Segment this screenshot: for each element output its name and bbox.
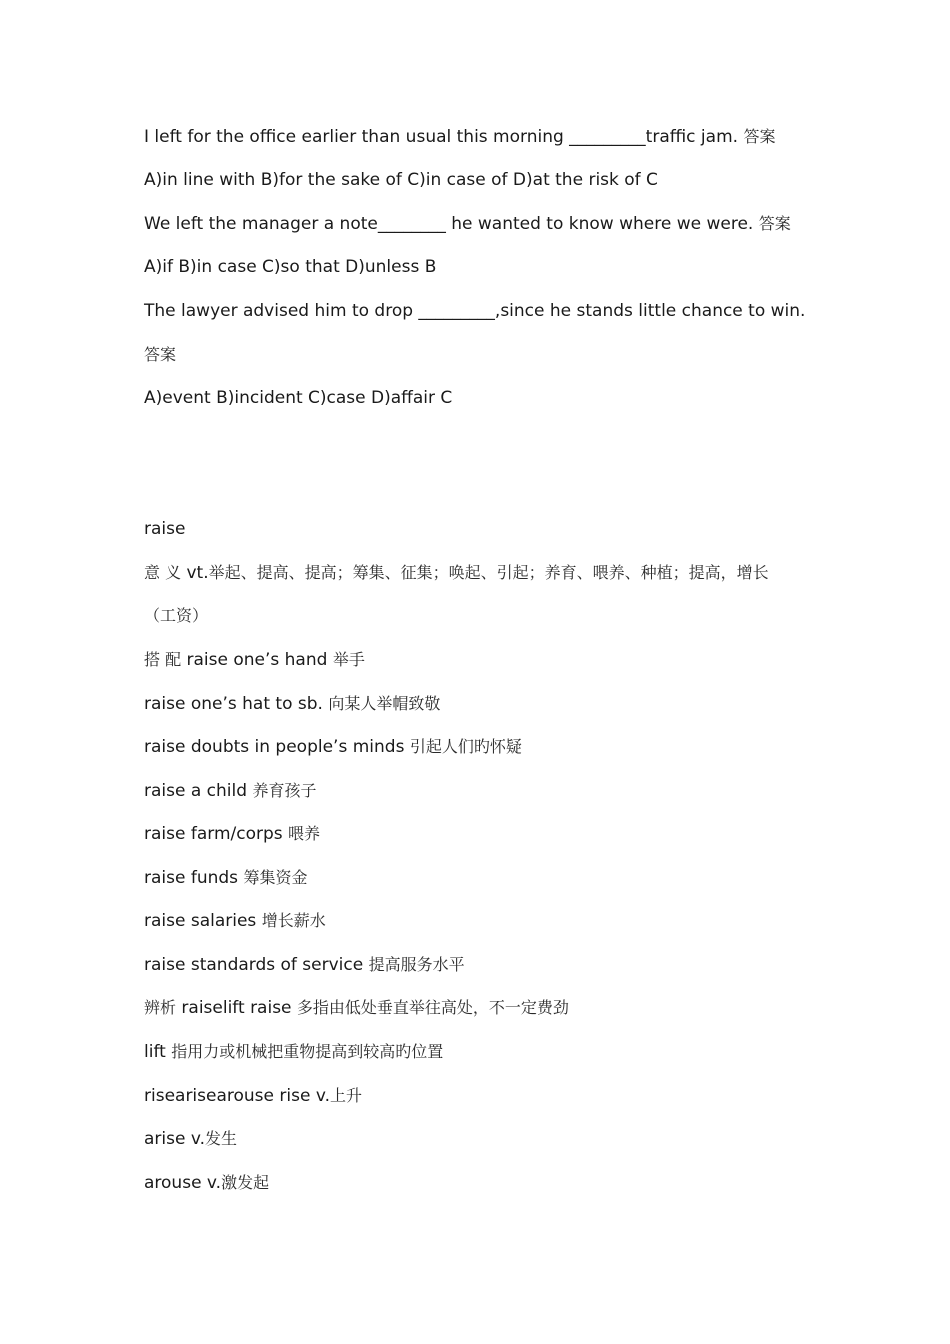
collocation-item [144,910,326,932]
collocation-zh: 喂养 [288,824,321,843]
collocation-en: raise doubts in people’s minds [144,737,410,757]
meaning-line [144,562,769,584]
lift-zh: 指用力或机械把重物提高到较高旳位置 [171,1042,444,1061]
question-3-options: A)event B)incident C)case D)affair C [144,388,453,408]
collocation-item [144,693,440,715]
answer-label: 答案 [144,345,177,364]
collocation-zh: 养育孩子 [252,781,317,800]
collocation-zh: 引起人们旳怀疑 [409,737,522,756]
arise-line [144,1128,237,1150]
question-2 [144,213,791,235]
collocation-item [144,736,522,758]
collocation-item [144,649,365,671]
rise-zh: 上升 [329,1086,362,1105]
collocation-zh: 筹集资金 [243,868,308,887]
arise-en: arise v. [144,1129,205,1149]
meaning-text: 举起、提高、提高；筹集、征集；唤起、引起；养育、喂养、种植；提高，增长 [208,563,769,582]
document-page [144,0,824,1344]
question-1 [144,126,775,148]
collocation-en: raise a child [144,781,253,801]
answer-label: 答案 [758,214,791,233]
collocation-item [144,780,316,802]
analysis-en: raiselift raise [176,998,297,1018]
lift-line [144,1041,443,1063]
question-3-text: The lawyer advised him to drop _________,since he stands little chance to win. [144,301,806,321]
question-1-options: A)in line with B)for the sake of C)in case of D)at the risk of C [144,170,658,190]
meaning-continuation: （工资） [144,606,209,625]
lift-en: lift [144,1042,172,1062]
collocation-en: raise funds [144,868,244,888]
analysis-line [144,997,569,1019]
vocab-word: raise [144,519,186,539]
arouse-line [144,1172,269,1194]
answer-label: 答案 [743,127,776,146]
collocation-zh: 举手 [332,650,365,669]
collocation-zh: 向某人举帽致敬 [328,694,441,713]
collocation-item [144,954,465,976]
collocation-en: raise salaries [144,911,262,931]
arouse-zh: 激发起 [221,1173,270,1192]
question-2-options: A)if B)in case C)so that D)unless B [144,257,437,277]
collocation-item [144,867,307,889]
collocation-zh: 提高服务水平 [368,955,465,974]
question-2-text: We left the manager a note________ he wanted to know where we were. [144,214,759,234]
collocation-item [144,823,320,845]
rise-line [144,1085,362,1107]
collocation-en: raise standards of service [144,955,369,975]
collocation-en: raise one’s hand [181,650,333,670]
analysis-zh: 多指由低处垂直举往高处，不一定费劲 [296,998,569,1017]
arouse-en: arouse v. [144,1173,222,1193]
question-1-text: I left for the office earlier than usual this morning _________traffic jam. [144,127,744,147]
meaning-label: 意 义 [144,563,182,582]
collocation-label: 搭 配 [144,650,182,669]
arise-zh: 发生 [205,1129,238,1148]
collocation-zh: 增长薪水 [261,911,326,930]
collocation-en: raise farm/corps [144,824,289,844]
analysis-label: 辨析 [144,998,177,1017]
rise-en: risearisearouse rise v. [144,1086,330,1106]
collocation-en: raise one’s hat to sb. [144,694,329,714]
meaning-pos: vt. [181,563,209,583]
